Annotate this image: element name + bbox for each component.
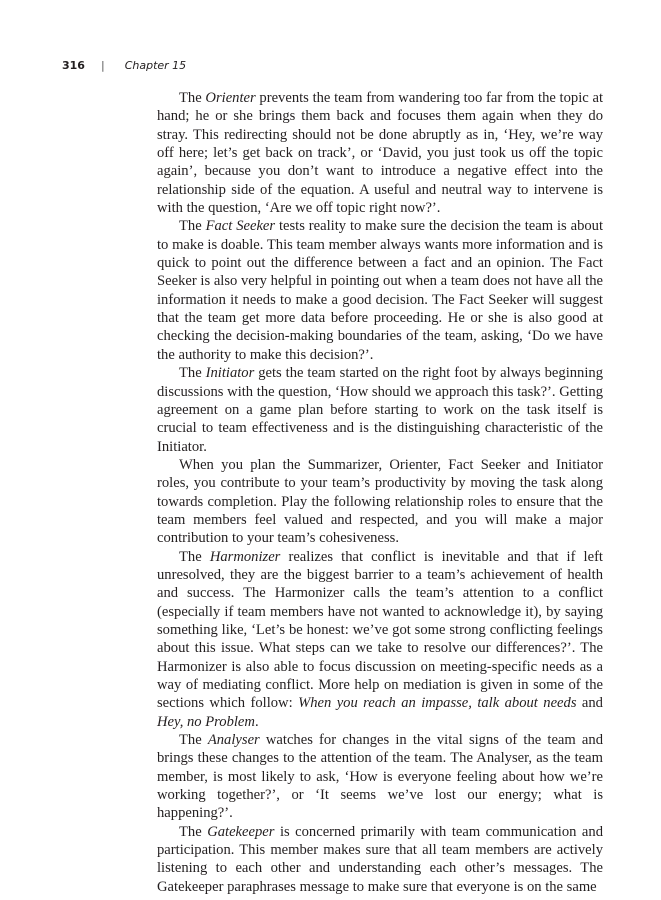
term-orienter: Orienter bbox=[205, 90, 256, 106]
section-ref-impasse: When you reach an impasse, talk about needs bbox=[298, 695, 577, 712]
paragraph-initiator: The Initiator gets the team started on the right foot by always beginning discussions with the question, ‘How should we approach this task?’. Getting agreement on a game plan before starting to work on the task itself is crucial to team effectiveness and is the distinguishing characteristic of the Initiator. bbox=[157, 365, 603, 455]
paragraph-fact-seeker: The Fact Seeker tests reality to make sure the decision the team is about to make is doable. This team member always wants more information and is quick to point out the difference between a fact and an opinion. The Fact Seeker is also very helpful in pointing out when a team does not have all the information it needs to make a good decision. The Fact Seeker will suggest that the team get more data before proceeding. He or she is also good at checking the decision-making boundaries of the team, asking, ‘Do we have the authority to make this decision?’. bbox=[157, 218, 604, 363]
term-gatekeeper: Gatekeeper bbox=[207, 823, 275, 840]
section-ref-no-problem: Hey, no Problem bbox=[157, 713, 255, 730]
term-fact-seeker: Fact Seeker bbox=[205, 218, 276, 235]
running-header bbox=[62, 59, 186, 72]
paragraph-gatekeeper: The Gatekeeper is concerned primarily with team communication and participation. This member makes sure that all team members are actively listening to each other and understanding each other’s messages. The Gatekeeper paraphrases message to make sure that everyone is on the same bbox=[157, 823, 604, 895]
paragraph-task-roles-summary: When you plan the Summarizer, Orienter, Fact Seeker and Initiator roles, you contribute to your team’s productivity by moving the task along towards completion. Play the following relationship roles to ensure that the team members feel valued and respected, and you will make a major contribution to your team’s cohesiveness. bbox=[157, 456, 603, 547]
paragraph-harmonizer: The Harmonizer realizes that conflict is inevitable and that if left unresolved, they are the biggest barrier to a team’s achievement of health and success. The Harmonizer calls the team’s attention to a conflict (especially if team members have not wanted to acknowledge it), by saying something like, ‘Let’s be honest: we’ve got some strong conflicting feelings about this issue. What steps can we take to resolve our differences?’. The Harmonizer is also able to focus discussion on meeting-specific needs as a way of mediating conflict. More help on mediation is given in some of the sections which follow: When you reach an impasse, talk about needs and Hey, no Problem. bbox=[157, 548, 603, 730]
paragraph-orienter: The Orienter prevents the team from wandering too far from the topic at hand; he or she brings them back and focuses them again when they do stray. This redirecting should not be done abruptly as in, ‘Hey, we’re way off here; let’s get back on track’, or ‘David, you just took us off the topic again’, because you don’t want to introduce a negative effect into the relationship side of the equation. A useful and neutral way to intervene is with the question, ‘Are we off topic right now?’. bbox=[157, 90, 603, 217]
header-separator: | bbox=[100, 59, 105, 72]
term-harmonizer: Harmonizer bbox=[209, 548, 281, 565]
term-analyser: Analyser bbox=[207, 732, 260, 749]
body-text bbox=[157, 89, 603, 896]
chapter-title: Chapter 15 bbox=[124, 59, 187, 72]
paragraph-analyser: The Analyser watches for changes in the vital signs of the team and brings these changes to the attention of the team. The Analyser, as the team member, is most likely to ask, ‘How is everyone feeling about how we’re working together?’, or ‘It seems we’ve lost our energy; what is happening?’. bbox=[157, 732, 603, 822]
term-initiator: Initiator bbox=[205, 365, 255, 382]
page-number: 316 bbox=[62, 59, 85, 72]
